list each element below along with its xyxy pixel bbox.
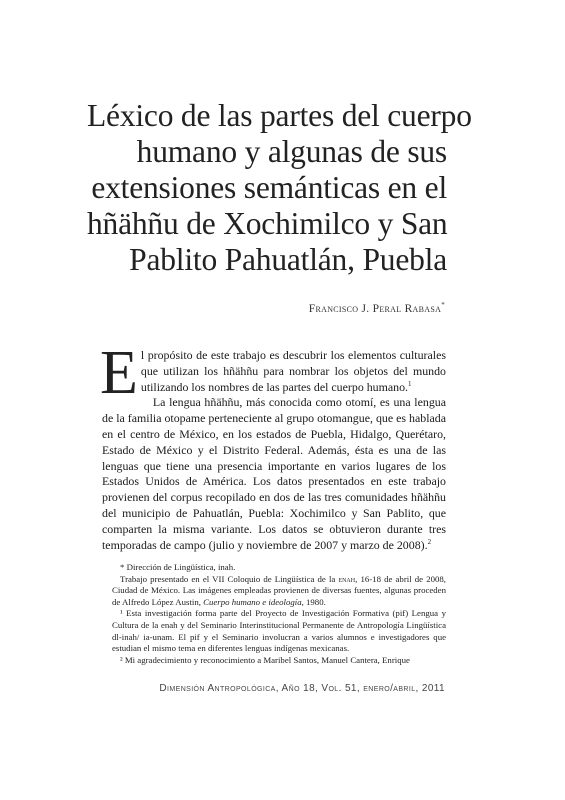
footnote-ref-1: 1 <box>408 379 412 388</box>
author-byline <box>309 303 445 315</box>
footnote-author-affiliation <box>112 562 446 574</box>
footnote-presentation-part-2: , 16-18 de abril de 2008, Ciudad de México. Las imágenes empleadas provienen de diversas fuentes, algunas proceden de Alfredo López Austin, <box>112 573 446 607</box>
article-body <box>100 339 446 553</box>
title-line-1: Léxico de las partes del cuerpo <box>87 98 472 133</box>
title-line-2: humano y algunas de sus <box>136 134 447 169</box>
footnote-presentation-enah: enah <box>338 573 356 584</box>
title-line-4: hñähñu de Xochimilco y San <box>87 206 448 241</box>
footnote-presentation-book-title: Cuerpo humano e ideología <box>203 596 302 607</box>
footnote-1-text: ¹ Esta investigación forma parte del Proyecto de Investigación Formativa (pif) Lengua y Cultura de la enah y del Seminario Interinstitucional Permanente de Antropología Lingüística dl-inah/ ia-unam. El pif y el Seminario involucran a varios alumnos e investigadores que estudian el mismo tema en diferentes lenguas indígenas mexicanas. <box>112 608 446 654</box>
paragraph-1 <box>100 339 446 407</box>
footnote-presentation <box>112 574 446 609</box>
drop-cap: E <box>100 339 138 407</box>
footnote-author-affiliation-text: * Dirección de Lingüística, inah. <box>120 562 236 572</box>
footnote-presentation-part-3: , 1980. <box>301 596 326 607</box>
title-line-3: extensiones semánticas en el <box>91 170 447 205</box>
author-footnote-marker: * <box>441 301 445 310</box>
title-line-5: Pablito Pahuatlán, Puebla <box>129 242 447 277</box>
paragraph-2-text: La lengua hñähñu, más conocida como otomí, es una lengua de la familia otopame perteneciente al grupo otomangue, que es hablada en el centro de México, en los estados de Puebla, Hidalgo, Querétaro, Estado de México y el Distrito Federal. Además, ésta es una de las lenguas que tiene una presencia importante en varios lugares de los Estados Unidos de América. Los datos presentados en este trabajo provienen del corpus recopilado en dos de las tres comunidades hñähñu del municipio de Pahuatlán, Puebla: Xochimilco y San Pablito, que comparten la misma variante. Los datos se obtuvieron durante tres temporadas de campo (julio y noviembre de 2007 y marzo de 2008). <box>102 395 446 552</box>
footnote-2-text: ² Mi agradecimiento y reconocimiento a Maribel Santos, Manuel Cantera, Enrique <box>120 654 410 665</box>
footnote-2 <box>112 655 446 667</box>
author-name: Francisco J. Peral Rabasa <box>308 303 442 315</box>
running-footer: Dimensión Antropológica, Año 18, Vol. 51, enero/abril, 2011 <box>159 683 445 694</box>
article-title <box>87 98 472 278</box>
paragraph-1-text: l propósito de este trabajo es descubrir los elementos culturales que utilizan los hñähñu para nombrar los objetos del mundo utilizando los nombres de las partes del cuerpo humano. <box>140 348 446 394</box>
paragraph-2 <box>102 395 446 553</box>
footnotes <box>112 562 446 666</box>
footnote-presentation-part-1: Trabajo presentado en el VII Coloquio de Lingüística de la <box>120 573 339 584</box>
footnote-ref-2: 2 <box>427 537 432 546</box>
footnote-1 <box>112 608 446 654</box>
